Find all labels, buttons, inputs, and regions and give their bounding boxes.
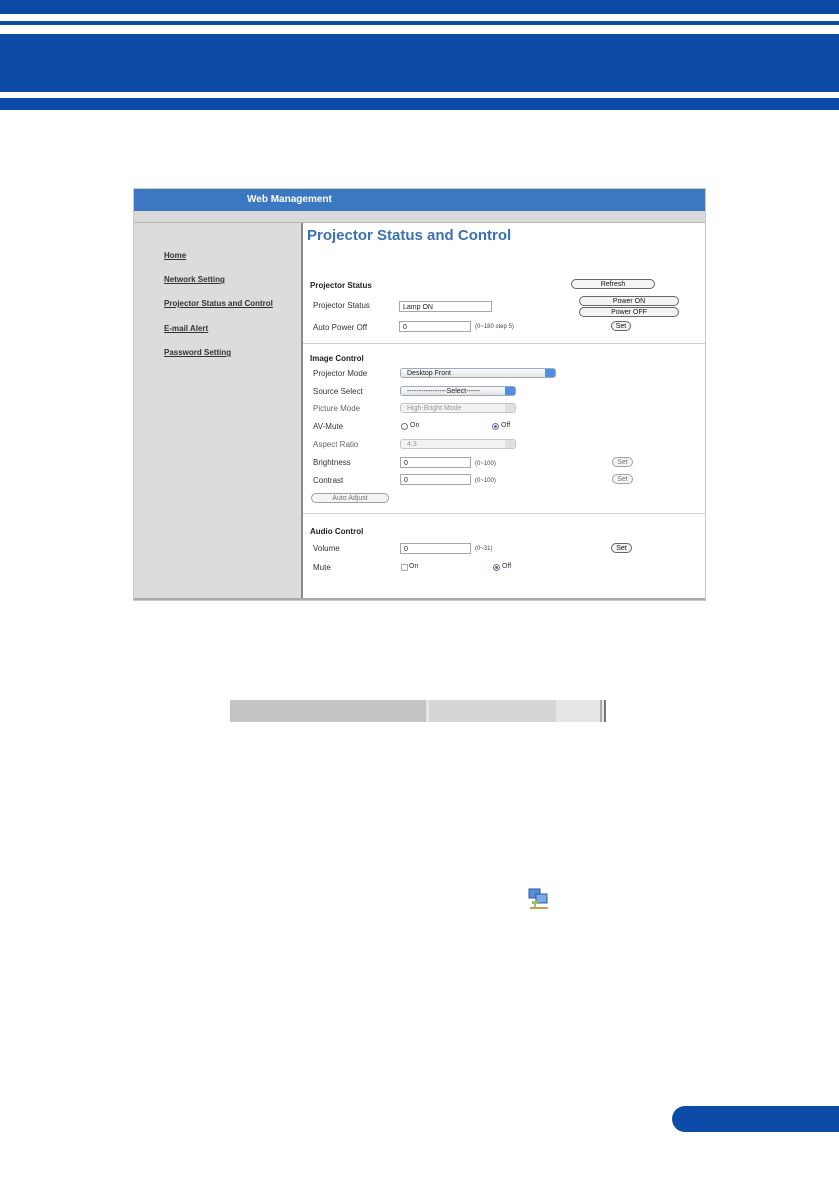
page-number-tab	[672, 1106, 839, 1132]
projector-mode-label: Projector Mode	[313, 369, 368, 378]
sidebar-item-email-alert[interactable]: E-mail Alert	[164, 324, 209, 333]
page-title: Projector Status and Control	[307, 227, 512, 244]
aspect-ratio-label: Aspect Ratio	[313, 440, 359, 449]
section-image-control: Image Control	[310, 354, 364, 363]
volume-hint: (0~31)	[475, 546, 493, 552]
contrast-label: Contrast	[313, 476, 344, 485]
network-connection-icon	[526, 887, 552, 911]
picture-mode-label: Picture Mode	[313, 404, 361, 413]
projector-mode-value: Desktop Front	[407, 370, 451, 377]
mute-label: Mute	[313, 563, 331, 572]
web-management-screenshot	[133, 188, 706, 601]
refresh-button[interactable]: Refresh	[571, 279, 655, 289]
status-bar-segment	[429, 700, 556, 722]
main-content	[303, 223, 705, 598]
projector-status-label: Projector Status	[313, 301, 370, 310]
section-projector-status: Projector Status	[310, 281, 372, 290]
aspect-ratio-select[interactable]	[400, 439, 516, 449]
section-audio-control: Audio Control	[310, 527, 364, 536]
auto-adjust-button[interactable]: Auto Adjust	[311, 493, 389, 503]
power-on-button[interactable]: Power ON	[579, 296, 679, 306]
status-bar-segment	[230, 700, 426, 722]
brightness-input[interactable]: 0	[400, 457, 471, 468]
web-management-header	[134, 189, 705, 211]
sidebar-item-network-setting[interactable]: Network Setting	[164, 275, 225, 284]
picture-mode-value: High-Bright Mode	[407, 405, 462, 412]
av-mute-off-radio[interactable]	[492, 423, 499, 430]
top-banner-stripe	[0, 0, 839, 14]
av-mute-label: AV-Mute	[313, 422, 344, 431]
sidebar-item-password-setting[interactable]: Password Setting	[164, 348, 232, 357]
source-select[interactable]	[400, 386, 516, 396]
volume-input[interactable]: 0	[400, 543, 471, 554]
top-banner-bottom-stripe	[0, 98, 839, 110]
picture-mode-select[interactable]	[400, 403, 516, 413]
browser-status-bar	[230, 700, 606, 722]
brightness-label: Brightness	[313, 458, 351, 467]
status-bar-divider	[604, 700, 606, 722]
aspect-ratio-value: 4:3	[407, 441, 417, 448]
auto-power-off-input[interactable]: 0	[399, 321, 471, 332]
projector-mode-select[interactable]	[400, 368, 556, 378]
contrast-input[interactable]: 0	[400, 474, 471, 485]
av-mute-off-label: Off	[501, 422, 511, 429]
top-banner	[0, 34, 839, 92]
power-off-button[interactable]: Power OFF	[579, 307, 679, 317]
volume-label: Volume	[313, 544, 340, 553]
source-select-label: Source Select	[313, 387, 363, 396]
auto-power-off-hint: (0~180 step 5)	[475, 324, 514, 330]
sidebar-item-home[interactable]: Home	[164, 251, 187, 260]
mute-on-checkbox[interactable]	[401, 564, 408, 571]
status-bar-divider	[600, 700, 602, 722]
screenshot-bottom-border	[134, 598, 705, 600]
av-mute-on-radio[interactable]	[401, 423, 408, 430]
av-mute-on-label: On	[410, 422, 420, 429]
chevron-down-icon	[505, 387, 515, 395]
contrast-set-button[interactable]: Set	[612, 474, 633, 484]
sidebar-item-projector-status[interactable]: Projector Status and Control	[164, 299, 273, 308]
chevron-down-icon	[505, 440, 515, 448]
mute-off-radio[interactable]	[493, 564, 500, 571]
source-select-value: -----------------Select------	[407, 388, 481, 395]
volume-set-button[interactable]: Set	[611, 543, 632, 553]
mute-on-label: On	[409, 563, 419, 570]
divider	[303, 343, 705, 344]
brightness-set-button[interactable]: Set	[612, 457, 633, 467]
brightness-hint: (0~100)	[475, 461, 496, 467]
projector-status-field[interactable]: Lamp ON	[399, 301, 492, 312]
header-title: Web Management	[247, 194, 332, 205]
contrast-hint: (0~100)	[475, 478, 496, 484]
divider	[303, 513, 705, 514]
sidebar	[134, 223, 303, 599]
auto-power-off-set-button[interactable]: Set	[611, 321, 631, 331]
mute-off-label: Off	[502, 563, 512, 570]
chevron-down-icon	[505, 404, 515, 412]
header-strip	[134, 211, 705, 223]
chevron-down-icon	[545, 369, 555, 377]
top-banner-thin-stripe	[0, 21, 839, 25]
auto-power-off-label: Auto Power Off	[313, 323, 368, 332]
